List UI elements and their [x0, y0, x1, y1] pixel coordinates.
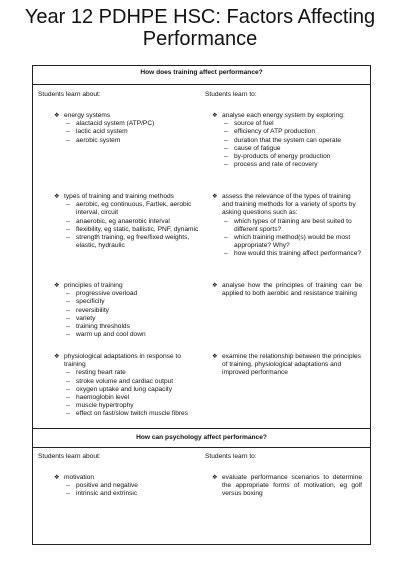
bullet-main: ❖ examine the relationship between the principles of training, physiological adaptations and improved performance	[212, 353, 362, 378]
bullet-main: ❖ analyse each energy system by exploring:	[212, 112, 362, 120]
right-item-analyse-principles	[212, 282, 362, 298]
bullet-main: ❖ analyse how the principles of training can be applied to both aerobic and resistance training	[212, 282, 362, 298]
bullet-main: ❖ energy systems	[54, 112, 204, 120]
bullet-main: ❖ evaluate performance scenarios to determine the appropriate forms of motivation, eg golf versus boxing	[212, 474, 362, 499]
right-item-evaluate-scenarios	[212, 474, 362, 499]
list-item: – by-products of energy production	[224, 153, 362, 161]
bullet-main: ❖ physiological adaptations in response to training	[54, 353, 204, 369]
list-item: – training thresholds	[66, 323, 204, 331]
bullet-main: ❖ principles of training	[54, 282, 204, 290]
section1-learn-about-label: Students learn about:	[38, 91, 101, 98]
list-item: – strength training, eg free/fixed weights, elastic, hydraulic	[66, 234, 204, 250]
list-item: – source of fuel	[224, 120, 362, 128]
list-item: – positive and negative	[66, 482, 204, 490]
list-item: – resting heart rate	[66, 369, 204, 377]
list-item: – duration that the system can operate	[224, 137, 362, 145]
bullet-main: ❖ types of training and training methods	[54, 193, 204, 201]
list-item: – stroke volume and cardiac output	[66, 378, 204, 386]
section1-heading: How does training affect performance?	[140, 69, 263, 76]
list-item: – aerobic, eg continuous, Fartlek, aerobic interval, circuit	[66, 201, 204, 217]
page-title	[0, 6, 400, 50]
list-item: – haemoglobin level	[66, 394, 204, 402]
section2-learn-about-label: Students learn about:	[38, 453, 101, 460]
list-item: – aerobic system	[66, 137, 204, 145]
list-item: – which types of training are best suited to different sports?	[224, 218, 362, 234]
heading-divider-2	[32, 447, 371, 448]
list-item: – effect on fast/slow twitch muscle fibres	[66, 410, 204, 418]
list-item: – alactacid system (ATP/PC)	[66, 120, 204, 128]
list-item: – reversibility	[66, 307, 204, 315]
left-item-adaptations	[54, 353, 204, 419]
list-item: – variety	[66, 315, 204, 323]
left-item-training-types	[54, 193, 204, 250]
list-item: – efficiency of ATP production	[224, 128, 362, 136]
title-line-1: Year 12 PDHPE HSC: Factors Affecting	[24, 6, 376, 28]
list-item: – cause of fatigue	[224, 145, 362, 153]
list-item: – oxygen uptake and lung capacity	[66, 386, 204, 394]
list-item: – lactic acid system	[66, 128, 204, 136]
list-item: – warm up and cool down	[66, 331, 204, 339]
list-item: – muscle hypertrophy	[66, 402, 204, 410]
bullet-main: ❖ assess the relevance of the types of training and training methods for a variety of sports by asking questions such as:	[212, 193, 362, 218]
section2-heading: How can psychology affect performance?	[136, 434, 267, 441]
left-item-energy-systems	[54, 112, 204, 145]
list-item: – progressive overload	[66, 290, 204, 298]
list-item: – specificity	[66, 298, 204, 306]
bullet-main: ❖ motivation	[54, 474, 204, 482]
section-divider	[32, 428, 371, 429]
right-item-examine-relationship	[212, 353, 362, 378]
right-item-analyse-energy	[212, 112, 362, 169]
list-item: – intrinsic and extrinsic	[66, 490, 204, 498]
title-line-2: Performance	[142, 28, 258, 50]
list-item: – anaerobic, eg anaerobic interval	[66, 218, 204, 226]
section2-learn-to-label: Students learn to:	[205, 453, 257, 460]
section1-learn-to-label: Students learn to:	[205, 91, 257, 98]
list-item: – process and rate of recovery	[224, 161, 362, 169]
heading-divider-1	[32, 84, 371, 85]
left-item-motivation	[54, 474, 204, 499]
list-item: – how would this training affect performance?	[224, 250, 362, 258]
left-item-principles	[54, 282, 204, 339]
right-item-assess-relevance	[212, 193, 362, 259]
list-item: – which training method(s) would be most appropriate? Why?	[224, 234, 362, 250]
list-item: – flexibility, eg static, ballistic, PNF, dynamic	[66, 226, 204, 234]
